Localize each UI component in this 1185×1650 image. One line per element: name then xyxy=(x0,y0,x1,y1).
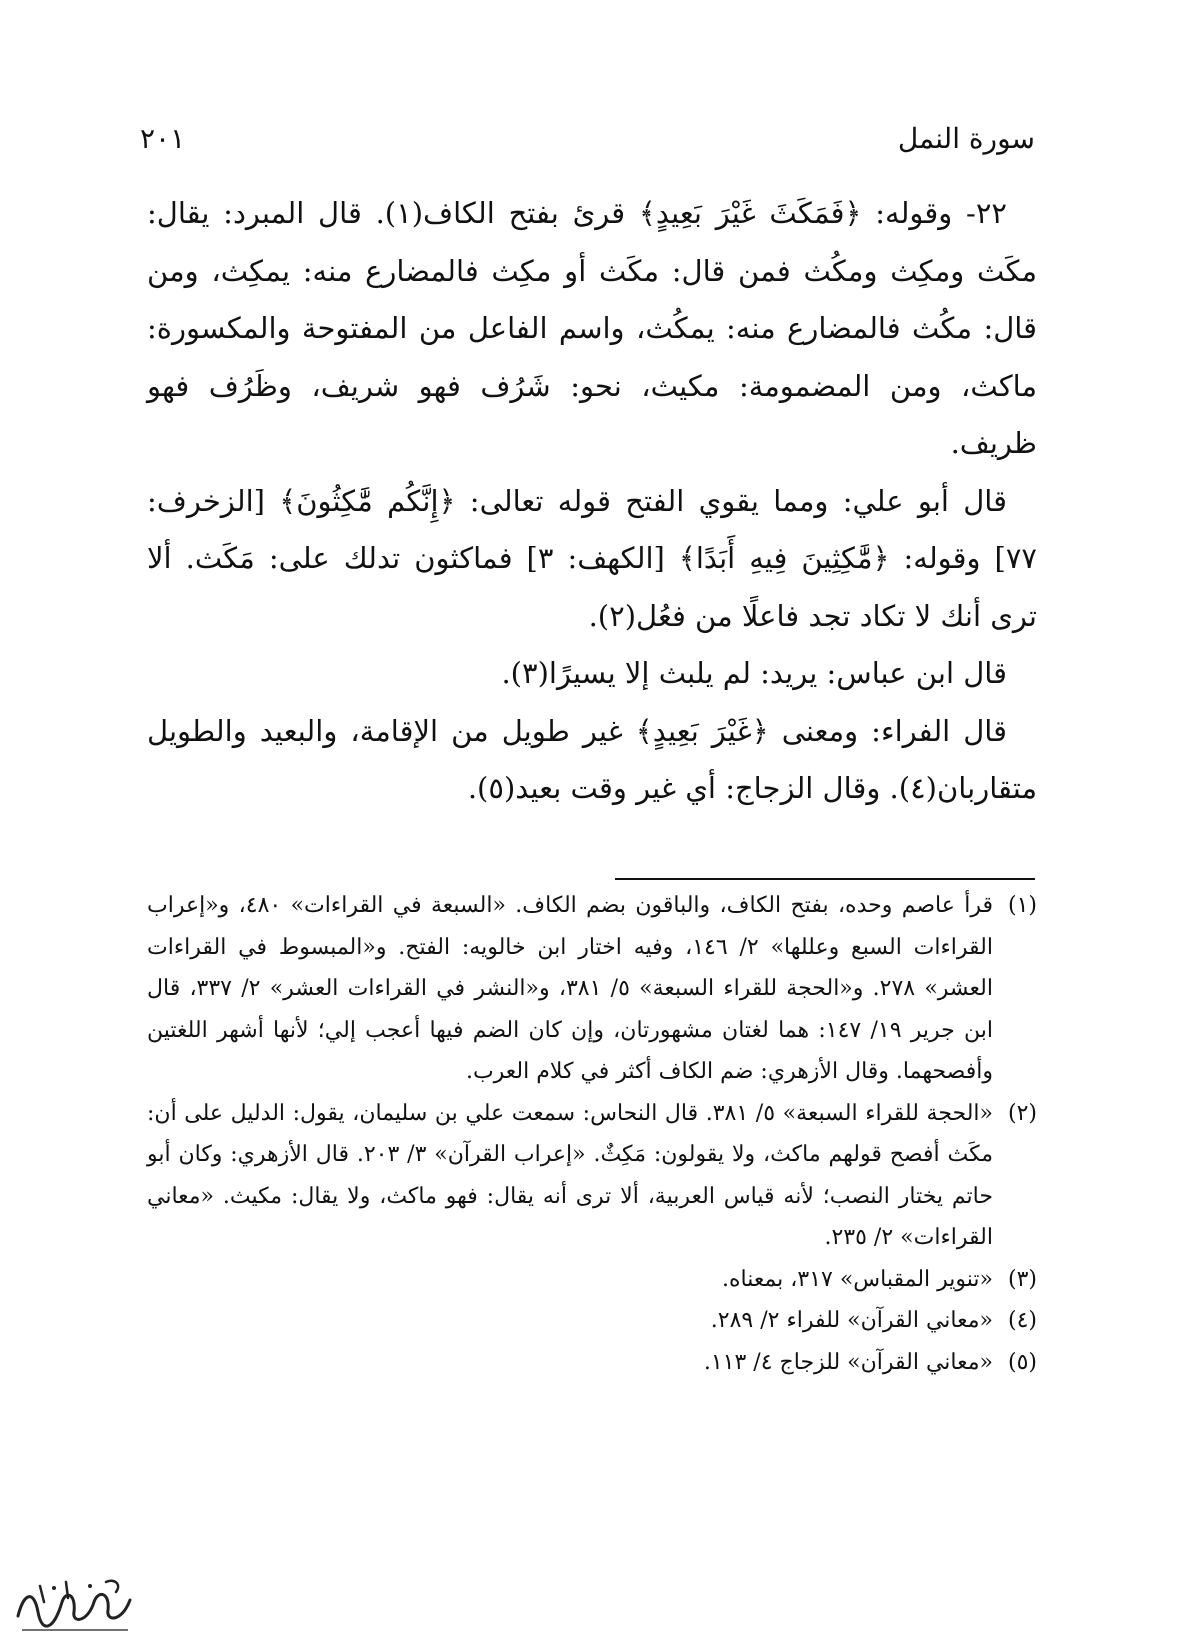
paragraph-3: قال ابن عباس: يريد: لم يلبث إلا يسيرًا(٣). xyxy=(501,656,1007,690)
footnote-text: «معاني القرآن» للفراء ٢/ ٢٨٩. xyxy=(710,1308,993,1333)
paragraph-2: قال أبو علي: ومما يقوي الفتح قوله تعالى: ﴿إِنَّكُم مَّٰكِثُونَ﴾ [الزخرف: ٧٧] وقوله: ﴿مَّٰكِثِينَ فِيهِ أَبَدًا﴾ [الكهف: ٣] فماكثون تدلك على: مَكَث. ألا ترى أنك لا تكاد تجد فاعلًا من فعُل(٢). xyxy=(147,483,1037,633)
footnote-3 xyxy=(147,1259,1037,1301)
publisher-seal-logo xyxy=(10,1572,140,1636)
footnote-text: «الحجة للقراء السبعة» ٥/ ٣٨١. قال النحاس: سمعت علي بن سليمان، يقول: الدليل على أن: مكَث أفصح قولهم ماكث، ولا يقولون: مَكِثٌ. «إعراب القرآن» ٣/ ٢٠٣. قال الأزهري: وكان أبو حاتم يختار النصب؛ لأنه قياس العربية، ألا ترى أنه يقال: فهو ماكث، ولا يقال: مكيث. «معاني القراءات» ٢/ ٢٣٥. xyxy=(147,1100,994,1250)
footnote-separator xyxy=(615,878,1035,880)
footnote-number: (٤) xyxy=(1007,1308,1037,1333)
footnote-number: (٥) xyxy=(1007,1349,1037,1375)
footnote-number: (١) xyxy=(1007,893,1037,918)
surah-title: سورة النمل xyxy=(897,121,1035,155)
footnote-text: «معاني القرآن» للزجاج ٤/ ١١٣. xyxy=(703,1349,993,1375)
footnotes xyxy=(147,885,1037,1383)
footnote-text: «تنوير المقباس» ٣١٧، بمعناه. xyxy=(721,1266,993,1292)
footnote-5 xyxy=(147,1342,1037,1384)
footnote-text: قرأ عاصم وحده، بفتح الكاف، والباقون بضم الكاف. «السبعة في القراءات» ٤٨٠، و«إعراب القراءات السبع وعللها» ٢/ ١٤٦، وفيه اختار ابن خالويه: الفتح. و«المبسوط في القراءات العشر» ٢٧٨. و«الحجة للقراء السبعة» ٥/ ٣٨١، و«النشر في القراءات العشر» ٢/ ٣٣٧، قال ابن جرير ١٩/ ١٤٧: هما لغتان مشهورتان، وإن كان الضم فيها أعجب إلي؛ لأنها أشهر اللغتين وأفصحهما. وقال الأزهري: ضم الكاف أكثر في كلام العرب. xyxy=(147,893,993,1084)
footnote-1 xyxy=(147,885,1037,1093)
footnote-number: (٣) xyxy=(1007,1266,1037,1292)
footnote-2 xyxy=(147,1093,1037,1259)
paragraph-4: قال الفراء: ومعنى ﴿غَيْرَ بَعِيدٍ﴾ غير طويل من الإقامة، والبعيد والطويل متقاربان(٤). وقال الزجاج: أي غير وقت بعيد(٥). xyxy=(147,713,1037,805)
footnote-4 xyxy=(147,1300,1037,1342)
footnote-number: (٢) xyxy=(1007,1100,1037,1126)
main-text xyxy=(147,185,1037,818)
running-header xyxy=(140,118,1035,158)
paragraph-1: ٢٢- وقوله: ﴿فَمَكَثَ غَيْرَ بَعِيدٍ﴾ قرئ بفتح الكاف(١). قال المبرد: يقال: مكَث ومكِث ومكُث فمن قال: مكَث أو مكِث فالمضارع منه: يمكِث، ومن قال: مكُث فالمضارع منه: يمكُث، واسم الفاعل من المفتوحة والمكسورة: ماكث، ومن المضمومة: مكيث، نحو: شَرُف فهو شريف، وظَرُف فهو ظريف. xyxy=(147,196,1037,460)
page-number: ٢٠١ xyxy=(140,121,186,155)
